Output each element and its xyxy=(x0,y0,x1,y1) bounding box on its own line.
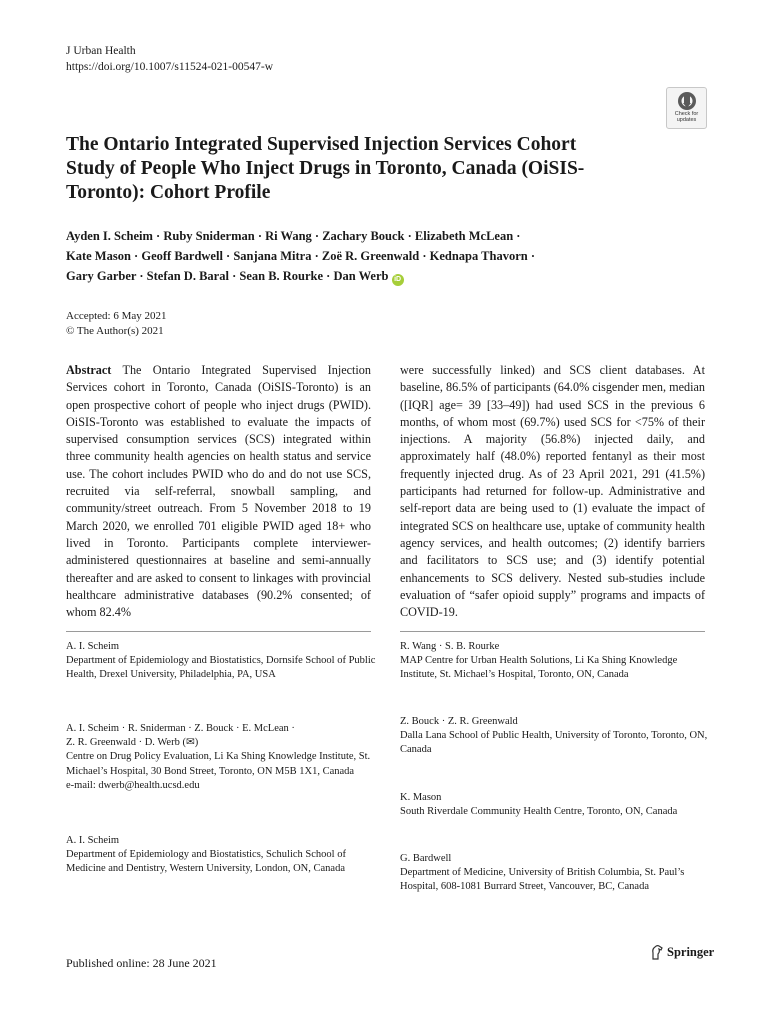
journal-name: J Urban Health xyxy=(66,45,136,57)
affiliation-right-2 xyxy=(400,715,710,758)
abstract-text-left: The Ontario Integrated Supervised Injection Services cohort in Toronto, Canada (OiSIS-Toronto) is an open prospective cohort of people who inject drugs (PWID). OiSIS-Toronto was established to evaluate the impacts of supervised consumption services (SCS) integrated within three community health agencies on health status and service use. The cohort includes PWID who do and do not use SCS, recruited via self-referral, snowball sampling, and community/street outreach. From 5 November 2018 to 19 March 2020, we enrolled 701 eligible PWID aged 18+ who lived in Toronto. Participants complete interviewer-administered questionnaires at baseline and semi-annually thereafter and are asked to consent to linkages with provincial healthcare administrative databases (90.2% consented; of whom 82.4% xyxy=(66,363,371,620)
journal-header xyxy=(66,43,273,75)
affiliation-right-3 xyxy=(400,791,710,819)
author-list xyxy=(66,226,706,286)
affiliation-left-3 xyxy=(66,834,376,877)
affiliation-names: G. Bardwell xyxy=(400,853,452,864)
badge-label-2: updates xyxy=(676,117,697,123)
abstract-heading: Abstract xyxy=(66,363,112,377)
divider-right xyxy=(400,631,705,632)
article-dates xyxy=(66,309,167,339)
orcid-icon[interactable]: iD xyxy=(392,274,404,286)
author-line-2: Kate Mason · Geoff Bardwell · Sanjana Mitra · Zoë R. Greenwald · Kednapa Thavorn · xyxy=(66,249,535,263)
badge-label-1: Check for xyxy=(674,111,699,117)
abstract-right-column: were successfully linked) and SCS client databases. At baseline, 86.5% of participants (64.0% cisgender men, median ([IQR] age= 39 [33–49]) had used SCS in the previous 6 months, of whom most (69.7%) used SCS for <75% of their injections. A majority (56.8%) injected daily, and approximately half (48.0%) reported fentanyl as their most frequently injected drug. As of 23 April 2021, 291 (41.5%) participants had returned for follow-up. Administrative and self-report data are being used to (1) evaluate the impact of integrated SCS on healthcare use, uptake of community health agency services, and health outcomes; (2) identify barriers and facilitators to SCS use; and (3) identify potential enhancements to SCS delivery. Nested sub-studies include evaluation of “safer opioid supply” programs and impacts of COVID-19. xyxy=(400,363,705,620)
affiliation-text: South Riverdale Community Health Centre, Toronto, ON, Canada xyxy=(400,806,678,818)
check-updates-icon xyxy=(677,91,697,111)
affiliation-names-2: Z. R. Greenwald · D. Werb (✉) xyxy=(66,737,199,749)
accepted-date: Accepted: 6 May 2021 xyxy=(66,310,167,322)
paper-title: The Ontario Integrated Supervised Injection Services Cohort Study of People Who Inject Drugs in Toronto, Canada (OiSIS-Toronto): Cohort Profile xyxy=(66,134,585,203)
author-line-3-text: Gary Garber · Stefan D. Baral · Sean B. Rourke · Dan Werb xyxy=(66,269,389,283)
affiliation-text: Department of Epidemiology and Biostatistics, Schulich School of Medicine and Dentistry, Western University, London, ON, Canada xyxy=(66,849,346,875)
affiliation-text: Centre on Drug Policy Evaluation, Li Ka Shing Knowledge Institute, St. Michael’s Hospital, 30 Bond Street, Toronto, ON M5B 1X1, Canada xyxy=(66,751,371,777)
affiliation-names: Z. Bouck · Z. R. Greenwald xyxy=(400,716,518,727)
affiliation-right-4 xyxy=(400,852,710,895)
corresponding-email[interactable]: e-mail: dwerb@health.ucsd.edu xyxy=(66,779,200,791)
check-for-updates-badge[interactable] xyxy=(666,87,707,129)
divider-left xyxy=(66,631,371,632)
affiliation-names: A. I. Scheim xyxy=(66,835,120,846)
publisher-logo xyxy=(650,943,714,961)
doi-link[interactable]: https://doi.org/10.1007/s11524-021-00547-w xyxy=(66,61,273,73)
springer-horse-icon xyxy=(650,944,664,960)
author-line-1: Ayden I. Scheim · Ruby Sniderman · Ri Wang · Zachary Bouck · Elizabeth McLean · xyxy=(66,229,521,243)
affiliation-left-2 xyxy=(66,722,376,793)
published-online-date: Published online: 28 June 2021 xyxy=(66,956,217,970)
abstract-left-column xyxy=(66,362,371,621)
affiliation-text: MAP Centre for Urban Health Solutions, Li Ka Shing Knowledge Institute, St. Michael’s Hospital, Toronto, ON, Canada xyxy=(400,655,678,681)
publisher-name: Springer xyxy=(667,945,715,959)
affiliation-left-1 xyxy=(66,640,376,683)
affiliation-names: K. Mason xyxy=(400,792,442,803)
copyright-notice: © The Author(s) 2021 xyxy=(66,325,164,337)
affiliation-text: Dalla Lana School of Public Health, University of Toronto, Toronto, ON, Canada xyxy=(400,730,708,756)
affiliation-names: A. I. Scheim xyxy=(66,641,120,652)
affiliation-names: A. I. Scheim · R. Sniderman · Z. Bouck · E. McLean · xyxy=(66,723,295,734)
affiliation-text: Department of Medicine, University of British Columbia, St. Paul’s Hospital, 608-1081 Burrard Street, Vancouver, BC, Canada xyxy=(400,867,685,893)
affiliation-text: Department of Epidemiology and Biostatistics, Dornsife School of Public Health, Drexel University, Philadelphia, PA, USA xyxy=(66,655,376,681)
affiliation-right-1 xyxy=(400,640,710,683)
author-line-3 xyxy=(66,266,706,286)
affiliation-names: R. Wang · S. B. Rourke xyxy=(400,641,500,652)
